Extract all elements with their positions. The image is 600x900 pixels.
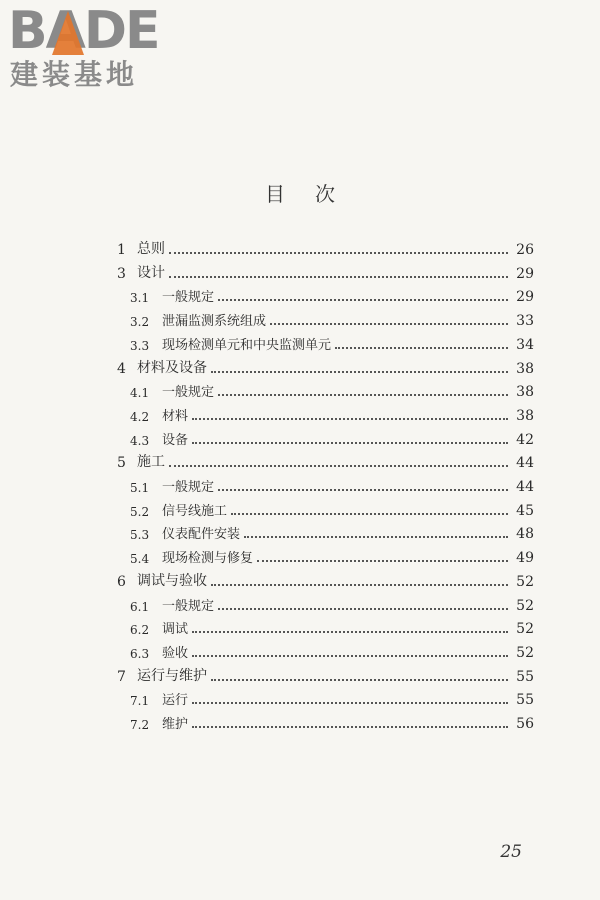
toc-entry[interactable] bbox=[0, 617, 600, 639]
toc-entry-title: 总则 bbox=[137, 241, 165, 257]
toc-entry-page: 49 bbox=[516, 550, 534, 567]
toc-entry[interactable] bbox=[0, 570, 600, 592]
toc-entry-page: 38 bbox=[516, 384, 534, 401]
toc-entry-title: 一般规定 bbox=[162, 290, 215, 306]
toc-entry-number: 3 bbox=[117, 265, 126, 282]
toc-entry-page: 33 bbox=[516, 313, 534, 330]
toc-entry-leader bbox=[211, 371, 508, 373]
toc-entry-title: 一般规定 bbox=[162, 385, 215, 401]
toc-title: 目次 bbox=[265, 182, 365, 206]
toc-entry-leader bbox=[192, 442, 508, 444]
toc-entry[interactable] bbox=[0, 428, 600, 450]
toc-entry-page: 52 bbox=[516, 573, 534, 590]
toc-entry-number: 4.1 bbox=[130, 386, 150, 401]
toc-entry-number: 6.2 bbox=[130, 623, 150, 638]
toc-entry-leader bbox=[270, 323, 508, 325]
toc-entry-number: 5.4 bbox=[130, 552, 150, 567]
toc-entry-page: 29 bbox=[516, 265, 534, 282]
toc-entry-page: 48 bbox=[516, 526, 534, 543]
toc-entry-leader bbox=[244, 536, 508, 538]
toc-entry-page: 55 bbox=[516, 692, 534, 709]
toc-entry-title: 信号线施工 bbox=[162, 503, 228, 519]
toc-entry-title: 设备 bbox=[162, 432, 189, 448]
toc-entry-page: 38 bbox=[516, 407, 534, 424]
toc-entry-number: 5.3 bbox=[130, 528, 150, 543]
toc-entry-title: 材料 bbox=[162, 408, 189, 424]
toc-entry-number: 3.1 bbox=[130, 291, 150, 306]
brand-logo bbox=[8, 2, 178, 94]
toc-entry-leader bbox=[257, 560, 508, 562]
toc-entry-title: 一般规定 bbox=[162, 480, 215, 495]
toc-entry[interactable] bbox=[0, 546, 600, 568]
toc-entry-title: 验收 bbox=[162, 645, 189, 661]
toc-entry-title: 材料及设备 bbox=[137, 359, 207, 376]
toc-entry-page: 34 bbox=[516, 336, 534, 353]
toc-entry[interactable] bbox=[0, 594, 600, 616]
toc-entry-leader bbox=[218, 299, 508, 301]
toc-entry[interactable] bbox=[0, 475, 600, 497]
toc-entry[interactable] bbox=[0, 380, 600, 402]
toc-entry[interactable] bbox=[0, 712, 600, 734]
toc-entry-leader bbox=[192, 655, 508, 657]
toc-entry-title: 一般规定 bbox=[162, 598, 215, 614]
toc-entry-number: 6.3 bbox=[130, 646, 150, 661]
toc-entry[interactable] bbox=[0, 285, 600, 307]
toc-entry-number: 7 bbox=[117, 668, 126, 685]
toc-entry-title: 维护 bbox=[162, 717, 189, 732]
toc-entry[interactable] bbox=[0, 309, 600, 331]
toc-entry-leader bbox=[169, 465, 508, 467]
toc-entry-title: 运行 bbox=[162, 693, 189, 709]
toc-entry-leader bbox=[192, 631, 508, 633]
toc-entry-number: 5.2 bbox=[130, 504, 150, 519]
toc-entry-leader bbox=[231, 513, 508, 515]
toc-entry-number: 3.3 bbox=[130, 338, 150, 353]
toc-entry-leader bbox=[169, 252, 508, 254]
toc-entry-leader bbox=[211, 679, 508, 681]
toc-entry-title: 现场检测单元和中央监测单元 bbox=[162, 337, 332, 353]
toc-entry-title: 运行与维护 bbox=[137, 667, 207, 684]
toc-entry-page: 52 bbox=[516, 597, 534, 614]
toc-entry-page: 26 bbox=[516, 242, 534, 258]
toc-entry[interactable] bbox=[0, 357, 600, 379]
toc-entry-page: 42 bbox=[516, 431, 534, 448]
toc-entry-leader bbox=[169, 276, 508, 278]
toc-entry-title: 泄漏监测系统组成 bbox=[162, 314, 267, 330]
toc-entry[interactable] bbox=[0, 333, 600, 355]
toc-entry-page: 44 bbox=[516, 455, 534, 472]
toc-entry-page: 52 bbox=[516, 621, 534, 638]
toc-entry-number: 5 bbox=[117, 455, 126, 472]
logo-brand-text: BADE bbox=[8, 1, 159, 61]
logo-accent-triangle-icon bbox=[52, 11, 84, 55]
toc-entry-number: 4.3 bbox=[130, 433, 150, 448]
toc-entry[interactable] bbox=[0, 688, 600, 710]
toc-entry-leader bbox=[211, 584, 508, 586]
toc-entry-title: 设计 bbox=[137, 264, 165, 281]
toc-entry-leader bbox=[218, 489, 508, 491]
logo-subtitle: 建装基地 bbox=[10, 58, 139, 91]
toc-entry-number: 6.1 bbox=[130, 599, 150, 614]
toc-entry-leader bbox=[192, 418, 508, 420]
toc-entry-leader bbox=[192, 702, 508, 704]
toc-entry-number: 1 bbox=[117, 242, 126, 258]
toc-entry-page: 29 bbox=[516, 289, 534, 306]
toc-entry-number: 7.1 bbox=[130, 694, 150, 709]
toc-entry[interactable] bbox=[0, 262, 600, 284]
toc-entry-title: 调试 bbox=[162, 622, 189, 638]
toc-entry-title: 施工 bbox=[137, 454, 165, 471]
toc-entry-number: 4.2 bbox=[130, 409, 150, 424]
toc-entry-leader bbox=[218, 608, 508, 610]
toc-entry-page: 55 bbox=[516, 668, 534, 685]
toc-entry-page: 38 bbox=[516, 360, 534, 377]
toc-entry-page: 45 bbox=[516, 502, 534, 519]
toc-entry-number: 6 bbox=[117, 573, 126, 590]
toc-entry-page: 44 bbox=[516, 479, 534, 495]
toc-entry-page: 52 bbox=[516, 644, 534, 661]
toc-entry-title: 调试与验收 bbox=[137, 572, 207, 589]
toc-entry[interactable] bbox=[0, 404, 600, 426]
toc-entry-title: 仪表配件安装 bbox=[162, 527, 241, 543]
toc-entry[interactable] bbox=[0, 665, 600, 687]
toc-entry-number: 7.2 bbox=[130, 718, 150, 732]
toc-entry[interactable] bbox=[0, 451, 600, 473]
toc-entry-number: 3.2 bbox=[130, 315, 150, 330]
toc-entry[interactable] bbox=[0, 522, 600, 544]
toc-entry-number: 5.1 bbox=[130, 481, 150, 495]
toc-entry-page: 56 bbox=[516, 716, 534, 732]
toc-entry-leader bbox=[192, 726, 508, 728]
toc-entry-leader bbox=[218, 394, 508, 396]
toc-entry[interactable] bbox=[0, 238, 600, 260]
page-number: 25 bbox=[500, 842, 522, 862]
toc-entry-leader bbox=[335, 347, 508, 349]
toc-entry-title: 现场检测与修复 bbox=[162, 551, 254, 567]
toc-entry[interactable] bbox=[0, 641, 600, 663]
toc-entry[interactable] bbox=[0, 499, 600, 521]
toc-entry-number: 4 bbox=[117, 360, 126, 377]
